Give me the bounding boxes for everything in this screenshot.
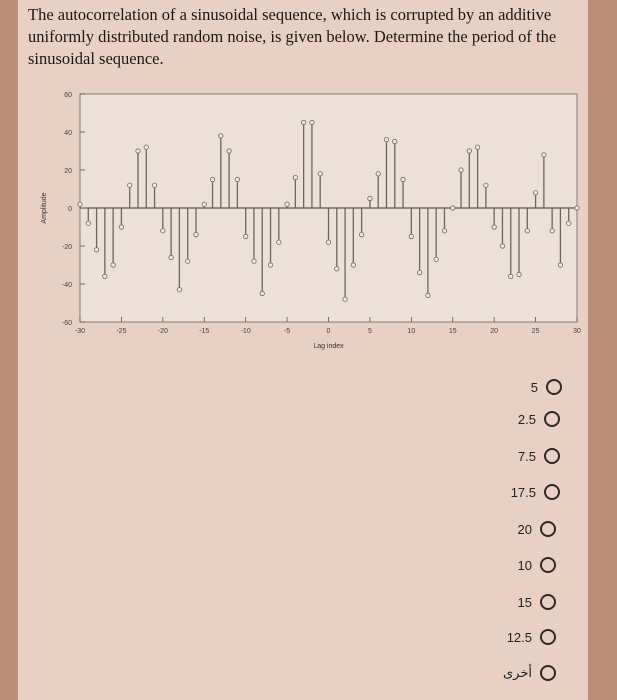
- option-label: 12.5: [506, 629, 532, 645]
- option-label: 2.5: [517, 411, 536, 427]
- stem-marker: [500, 244, 504, 248]
- option-row[interactable]: [472, 554, 556, 576]
- option-label: 5: [530, 379, 538, 395]
- stem-marker: [401, 177, 405, 181]
- stem-marker: [227, 149, 231, 153]
- stem-marker: [177, 288, 181, 292]
- option-row[interactable]: [478, 376, 562, 398]
- stem-marker: [144, 145, 148, 149]
- stem-marker: [442, 229, 446, 233]
- radio-button[interactable]: [544, 484, 560, 500]
- stem-marker: [335, 267, 339, 271]
- autocorrelation-chart: [32, 82, 587, 367]
- stem-marker: [111, 263, 115, 267]
- x-tick-label: 20: [490, 328, 499, 335]
- radio-button[interactable]: [540, 521, 556, 537]
- stem-marker: [318, 172, 322, 176]
- y-tick-label: -20: [61, 244, 72, 251]
- stem-marker: [310, 120, 314, 124]
- y-tick-label: -40: [61, 282, 72, 289]
- stem-marker: [359, 232, 363, 236]
- stem-marker: [426, 293, 430, 297]
- stem-marker: [185, 259, 189, 263]
- stem-marker: [525, 229, 529, 233]
- y-tick-label: 20: [64, 168, 72, 175]
- y-tick-label: 60: [64, 92, 72, 99]
- stem-marker: [293, 175, 297, 179]
- stem-marker: [509, 274, 513, 278]
- stem-marker: [252, 259, 256, 263]
- x-tick-label: -15: [199, 328, 210, 335]
- y-tick-label: -60: [61, 320, 72, 327]
- radio-button[interactable]: [540, 665, 556, 681]
- stem-marker: [161, 229, 165, 233]
- stem-marker: [260, 291, 264, 295]
- stem-marker: [343, 297, 347, 301]
- stem-marker: [103, 274, 107, 278]
- x-tick-label: -25: [116, 328, 127, 335]
- stem-marker: [202, 202, 206, 206]
- radio-button[interactable]: [540, 557, 556, 573]
- stem-marker: [136, 149, 140, 153]
- chart-svg: [32, 82, 587, 367]
- option-row[interactable]: [476, 445, 560, 467]
- x-axis-label: Lag index: [313, 343, 344, 350]
- stem-marker: [533, 191, 537, 195]
- stem-marker: [368, 196, 372, 200]
- stem-marker: [86, 221, 90, 225]
- option-label: 17.5: [510, 484, 536, 500]
- stem-marker: [301, 120, 305, 124]
- stem-marker: [194, 232, 198, 236]
- stem-marker: [459, 168, 463, 172]
- option-label: 7.5: [517, 448, 536, 464]
- stem-marker: [277, 240, 281, 244]
- stem-marker: [119, 225, 123, 229]
- option-label: 20: [517, 521, 532, 537]
- x-tick-label: -30: [74, 328, 86, 335]
- option-label: أخرى: [503, 665, 532, 680]
- stem-marker: [285, 202, 289, 206]
- stem-marker: [484, 183, 488, 187]
- x-tick-label: 25: [531, 328, 540, 335]
- x-tick-label: 0: [326, 328, 331, 335]
- stem-marker: [384, 137, 388, 141]
- stem-marker: [376, 172, 380, 176]
- option-row[interactable]: [472, 518, 556, 540]
- x-tick-label: 10: [407, 328, 416, 335]
- stem-marker: [326, 240, 330, 244]
- option-row[interactable]: [472, 662, 556, 684]
- stem-marker: [492, 225, 496, 229]
- x-tick-label: -20: [157, 328, 168, 335]
- radio-button[interactable]: [540, 629, 556, 645]
- stem-marker: [219, 134, 223, 138]
- stem-marker: [169, 255, 173, 259]
- stem-marker: [268, 263, 272, 267]
- x-tick-label: -5: [283, 328, 291, 335]
- stem-marker: [409, 234, 413, 238]
- stem-marker: [393, 139, 397, 143]
- stem-marker: [517, 272, 521, 276]
- option-row[interactable]: [472, 591, 556, 613]
- option-row[interactable]: [472, 626, 556, 648]
- stem-marker: [567, 221, 571, 225]
- stem-marker: [235, 177, 239, 181]
- stem-marker: [575, 206, 579, 210]
- stem-marker: [351, 263, 355, 267]
- radio-button[interactable]: [544, 411, 560, 427]
- stem-marker: [128, 183, 132, 187]
- y-axis-label: Amplitude: [41, 192, 48, 224]
- radio-button[interactable]: [540, 594, 556, 610]
- stem-marker: [210, 177, 214, 181]
- stem-marker: [78, 202, 82, 206]
- stem-marker: [94, 248, 98, 252]
- y-tick-label: 0: [68, 206, 72, 213]
- stem-marker: [467, 149, 471, 153]
- stem-marker: [542, 153, 546, 157]
- stem-marker: [434, 257, 438, 261]
- y-tick-label: 40: [64, 130, 72, 137]
- stem-marker: [451, 206, 455, 210]
- option-row[interactable]: [476, 408, 560, 430]
- radio-button[interactable]: [544, 448, 560, 464]
- stem-marker: [243, 234, 247, 238]
- option-label: 10: [517, 557, 532, 573]
- x-tick-label: -10: [240, 328, 251, 335]
- stem-marker: [152, 183, 156, 187]
- stem-marker: [417, 270, 421, 274]
- stem-marker: [475, 145, 479, 149]
- x-tick-label: 15: [448, 328, 457, 335]
- option-label: 15: [517, 594, 532, 610]
- radio-button[interactable]: [546, 379, 562, 395]
- x-tick-label: 30: [573, 328, 581, 335]
- stem-marker: [550, 229, 554, 233]
- option-row[interactable]: [476, 481, 560, 503]
- question-text: The autocorrelation of a sinusoidal sequence, which is corrupted by an additive uniformly distributed random noise, is given below. Determine the period of the sinusoidal sequence.: [28, 5, 557, 68]
- stem-marker: [558, 263, 562, 267]
- x-tick-label: 5: [367, 328, 372, 335]
